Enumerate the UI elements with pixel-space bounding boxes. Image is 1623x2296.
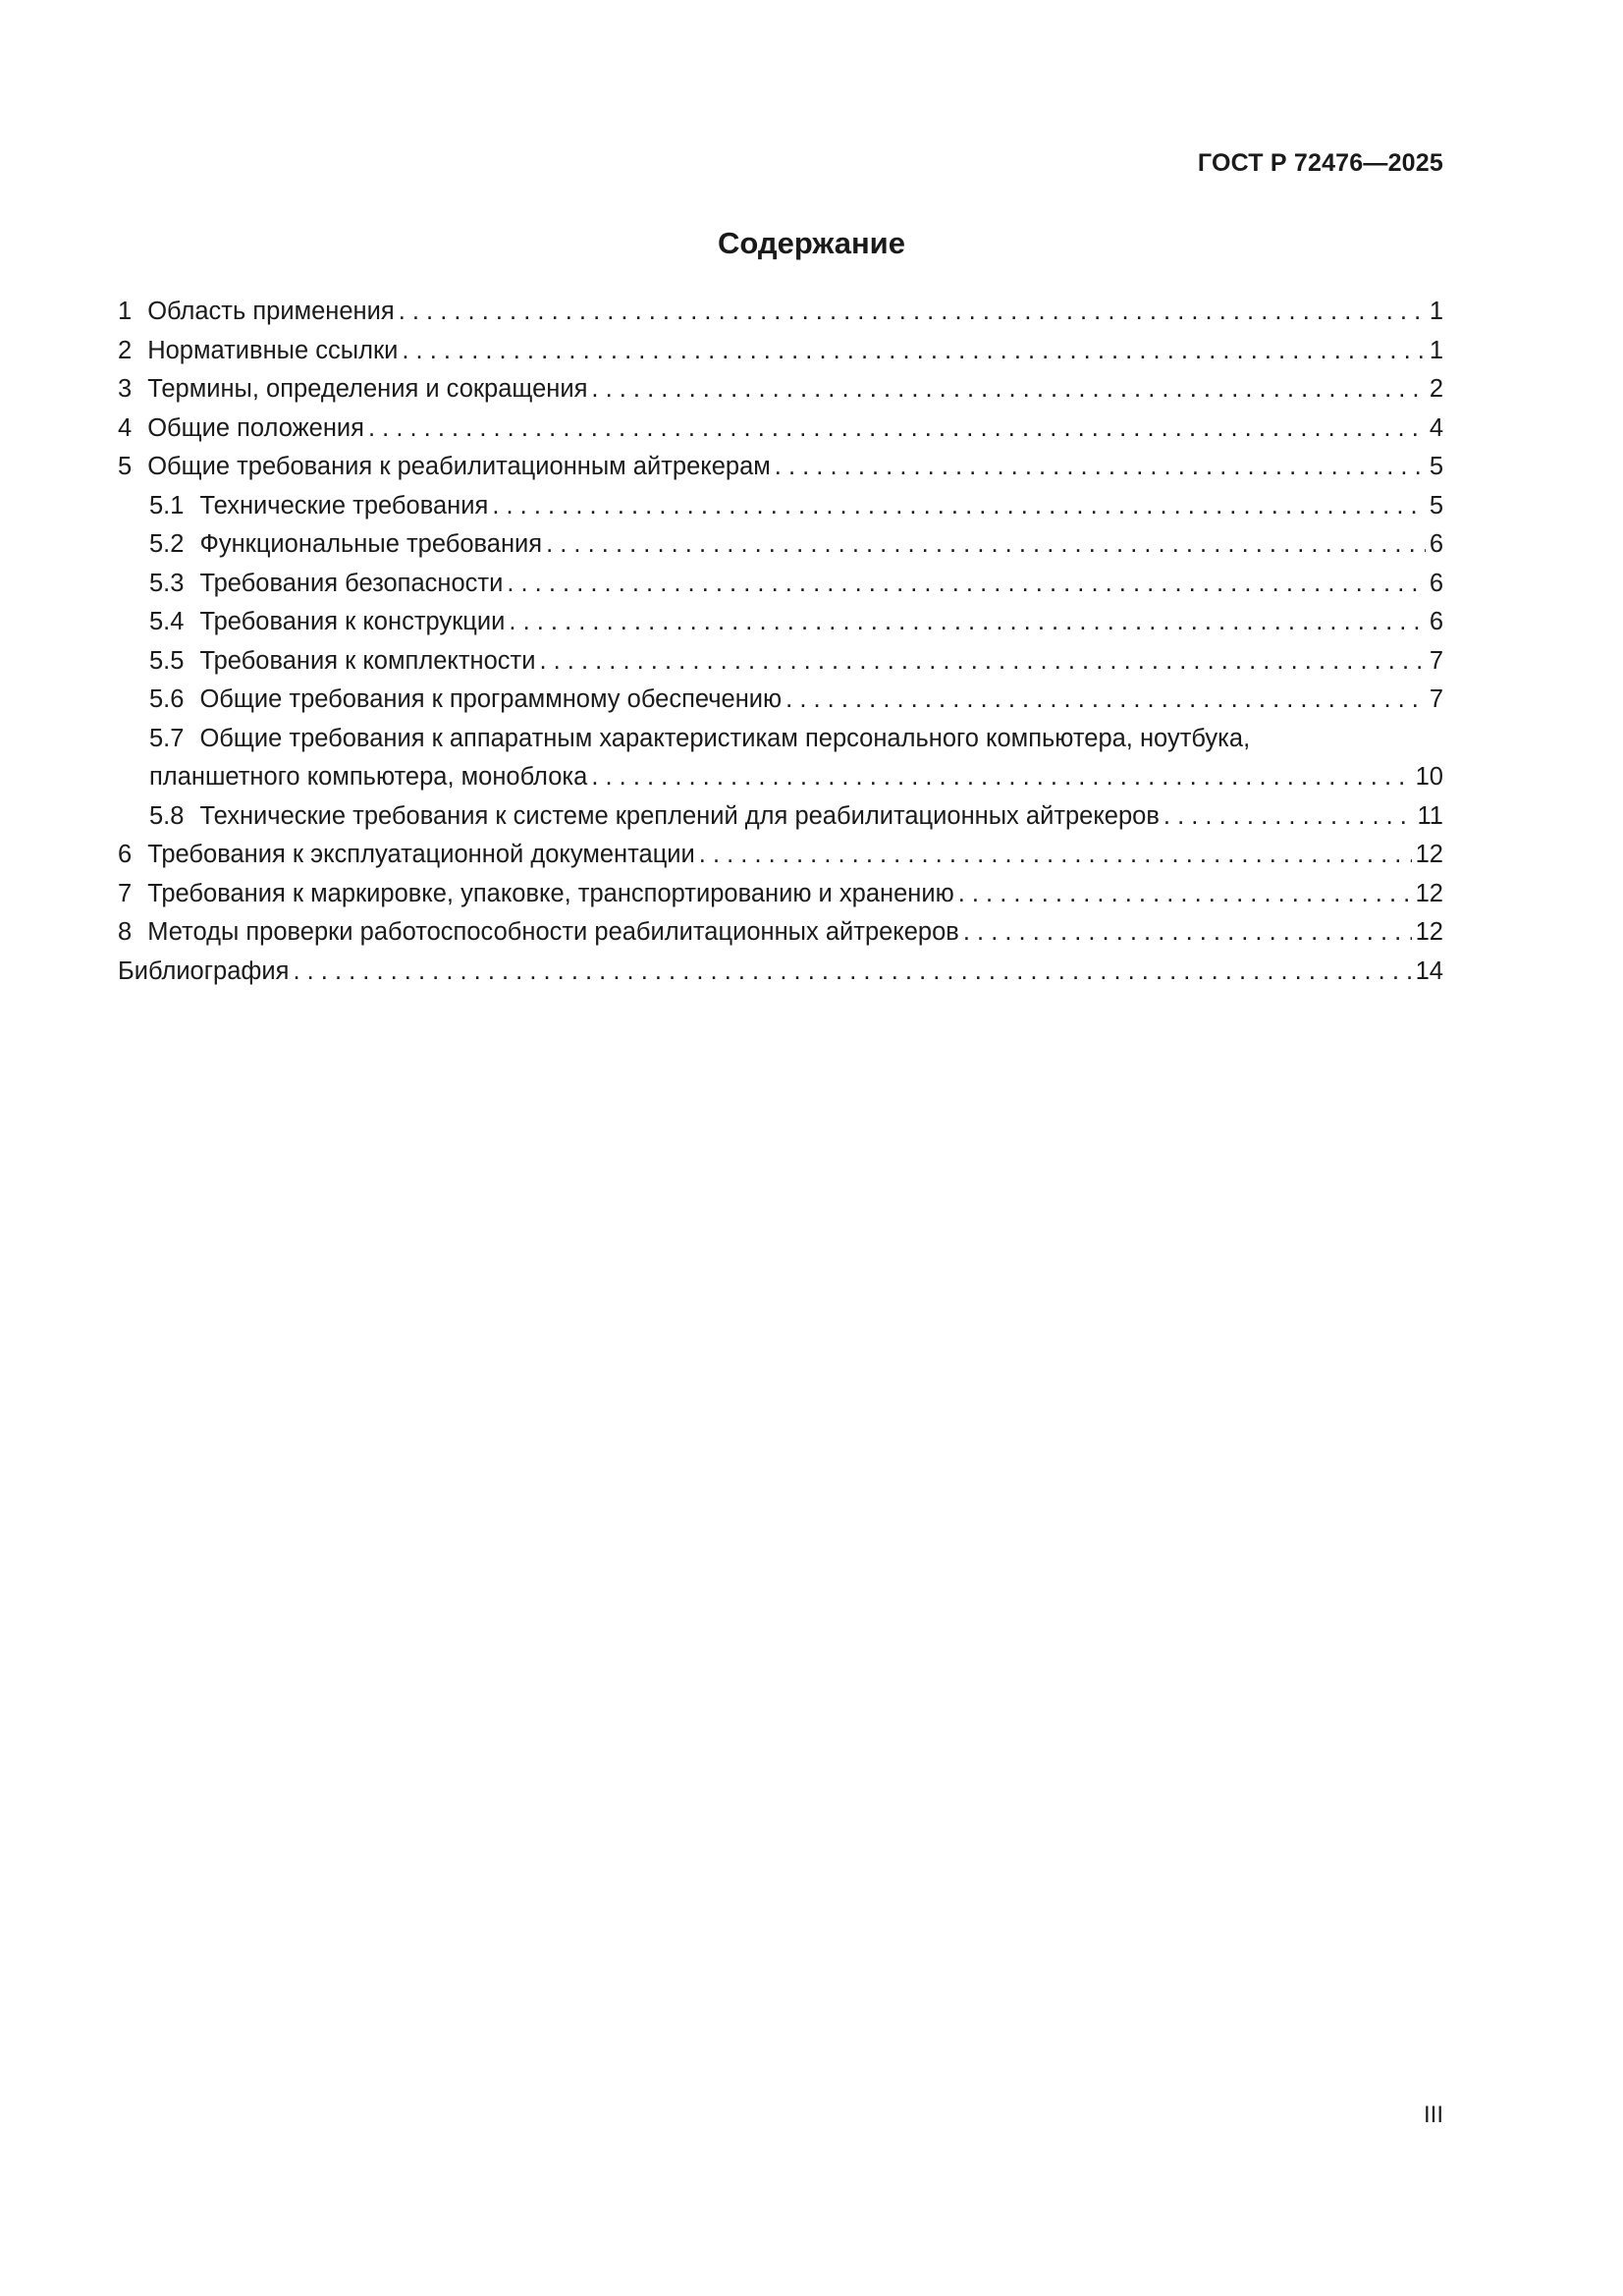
toc-leader-dots [591,370,1425,410]
toc-entry-page: 6 [1429,569,1443,597]
toc-entry-label: Требования к эксплуатационной документации [147,841,695,868]
toc-entry-number: 3 [118,375,133,403]
toc-entry-number: 2 [118,336,133,364]
toc-entry-number: 1 [118,298,133,325]
toc-leader-dots [509,603,1425,642]
toc-entry-bibliography[interactable] [118,953,1443,992]
toc-entry-page: 2 [1429,375,1443,403]
toc-entry-label: Методы проверки работоспособности реабилитационных айтрекеров [147,918,959,946]
toc-entry-8[interactable] [118,913,1443,953]
toc-leader-dots [399,293,1426,332]
toc-entry-page: 5 [1429,491,1443,519]
toc-leader-dots [402,332,1425,371]
page-number: III [1423,2102,1443,2128]
toc-leader-dots [546,525,1426,565]
toc-entry-label: Область применения [147,298,395,325]
toc-entry-label: Общие требования к реабилитационным айтрекерам [147,453,771,480]
toc-entry-page: 11 [1417,801,1443,830]
toc-entry-page: 14 [1415,957,1443,985]
toc-entry-number: 5.6 [149,685,185,713]
toc-leader-dots [785,681,1426,720]
toc-entry-number: 5.7 [149,724,185,752]
toc-entry-5-2[interactable] [118,525,1443,565]
toc-entry-label-continuation: планшетного компьютера, моноблока [149,763,588,791]
toc-entry-2[interactable] [118,332,1443,371]
toc-entry-page: 12 [1415,841,1443,868]
toc-entry-label: Требования безопасности [199,569,504,597]
toc-entry-label: Библиография [118,957,290,985]
toc-entry-number: 5.1 [149,491,185,519]
toc-entry-4[interactable] [118,410,1443,449]
toc-entry-number: 5.2 [149,530,185,558]
toc-leader-dots [775,448,1426,487]
toc-entry-5-4[interactable] [118,603,1443,642]
toc-entry-number: 5.4 [149,608,185,635]
toc-entry-5-7-line2[interactable] [118,758,1443,797]
toc-entry-7[interactable] [118,875,1443,914]
toc-leader-dots [492,487,1426,526]
toc-entry-5-7-line1[interactable] [118,720,1443,759]
toc-entry-label: Общие требования к программному обеспечению [199,685,783,713]
toc-entry-5-8[interactable] [118,797,1443,837]
toc-entry-label: Технические требования [199,491,489,519]
toc-entry-label: Функциональные требования [199,530,543,558]
toc-entry-label: Требования к комплектности [199,646,536,675]
toc-leader-dots [699,836,1412,875]
toc-entry-number: 5 [118,453,133,480]
toc-leader-dots [293,953,1411,992]
toc-entry-6[interactable] [118,836,1443,875]
toc-entry-label: Общие положения [147,413,364,442]
toc-leader-dots [368,410,1426,449]
toc-entry-number: 4 [118,413,133,442]
toc-entry-page: 7 [1429,646,1443,675]
toc-entry-label: Требования к маркировке, упаковке, транспортированию и хранению [147,879,954,907]
toc-entry-number: 7 [118,879,133,907]
toc-entry-page: 7 [1429,685,1443,713]
toc-entry-5-5[interactable] [118,642,1443,682]
document-id: ГОСТ Р 72476—2025 [1197,149,1443,177]
toc-entry-number: 5.3 [149,569,185,597]
toc-entry-label: Нормативные ссылки [147,336,399,364]
toc-leader-dots [1163,797,1414,837]
toc-entry-5-3[interactable] [118,565,1443,604]
toc-title: Содержание [718,226,905,260]
toc-entry-label: Термины, определения и сокращения [147,375,588,403]
toc-entry-page: 10 [1415,763,1443,791]
toc-entry-page: 1 [1429,336,1443,364]
toc-entry-5[interactable] [118,448,1443,487]
toc-entry-page: 12 [1415,879,1443,907]
toc-leader-dots [958,875,1412,914]
table-of-contents [118,293,1443,991]
toc-leader-dots [963,913,1412,953]
toc-entry-3[interactable] [118,370,1443,410]
toc-entry-page: 1 [1429,298,1443,325]
toc-entry-page: 5 [1429,453,1443,480]
toc-entry-number: 8 [118,918,133,946]
toc-entry-1[interactable] [118,293,1443,332]
toc-leader-dots [591,758,1411,797]
toc-entry-label: Требования к конструкции [199,608,506,635]
toc-entry-number: 5.8 [149,801,185,830]
toc-entry-label: Общие требования к аппаратным характеристикам персонального компьютера, ноутбука, [199,724,1251,752]
toc-entry-5-6[interactable] [118,681,1443,720]
toc-entry-page: 6 [1429,608,1443,635]
toc-entry-page: 6 [1429,530,1443,558]
toc-entry-number: 6 [118,841,133,868]
toc-entry-label: Технические требования к системе креплений для реабилитационных айтрекеров [199,801,1160,830]
toc-entry-5-1[interactable] [118,487,1443,526]
toc-leader-dots [507,565,1425,604]
toc-entry-page: 12 [1415,918,1443,946]
toc-leader-dots [539,642,1425,682]
toc-entry-page: 4 [1429,413,1443,442]
toc-entry-number: 5.5 [149,646,185,675]
